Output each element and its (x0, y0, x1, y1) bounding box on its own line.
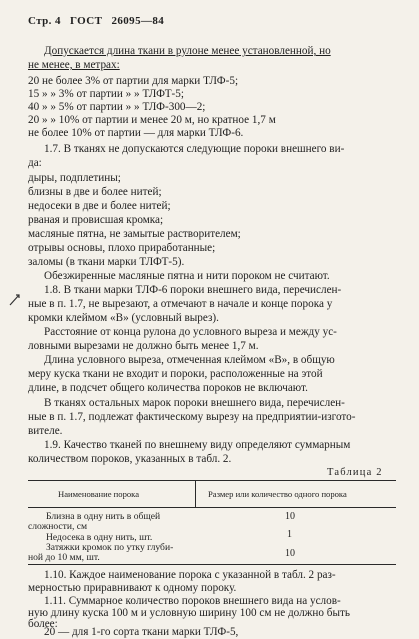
table-row-name: ной до 10 мм, шт. (28, 552, 100, 563)
text-line: Расстояние от конца рулона до условного выреза и между ус- (44, 326, 337, 338)
text-line: рваная и провисшая кромка; (28, 214, 164, 226)
text-line: дыры, подплетины; (28, 172, 121, 184)
text-line: 20 не более 3% от партии для марки ТЛФ-5; (28, 75, 239, 87)
page-number: Стр. 4 (28, 15, 61, 27)
text-line: 1.8. В ткани марки ТЛФ-6 пороки внешнего вида, перечислен- (44, 284, 342, 296)
text-line: Допускается длина ткани в рулоне менее установленной, но (44, 45, 331, 57)
text-line: 1.11. Суммарное количество пороков внешнего вида на услов- (44, 595, 341, 607)
text-line: ловными вырезами не должно быть менее 1,7 м. (28, 340, 259, 352)
text-line: ные в п. 1.7, не вырезают, а отмечают в начале и конце порока у (28, 298, 333, 310)
table-row-name: сложности, см (28, 521, 88, 532)
table-column-divider (195, 480, 196, 507)
table-row-name: Недосека в одну нить, шт. (46, 532, 153, 543)
text-line: 1.7. В тканях не допускаются следующие пороки внешнего ви- (44, 143, 345, 155)
text-line: мерностью приравнивают к одному пороку. (28, 582, 237, 594)
text-line: ные в п. 1.7, подлежат фактическому вырезу на предприятии-изгото- (28, 411, 356, 423)
text-line: меру куска ткани не входит и пороки, расположенные на этой (28, 368, 323, 380)
text-line: длине, в подсчет общего количества пороков не включают. (28, 382, 308, 394)
table-col1-header: Наименование порока (58, 489, 140, 499)
text-line: кромки клеймом «В» (условный вырез). (28, 312, 219, 324)
text-line: 20 — для 1-го сорта ткани марки ТЛФ-5, (44, 626, 239, 638)
text-line: заломы (в ткани марки ТЛФТ-5). (28, 256, 185, 268)
text-line: 1.9. Качество тканей по внешнему виду определяют суммарным (44, 439, 351, 451)
text-line: 20 » » 10% от партии и менее 20 м, но кратное 1,7 м (28, 114, 276, 126)
text-line: Длина условного выреза, отмеченная клеймом «В», в общую (44, 354, 335, 366)
text-line: не менее, в метрах: (28, 59, 120, 71)
text-line: масляные пятна, не замытые растворителем; (28, 228, 241, 240)
table-title: Таблица 2 (327, 467, 383, 478)
text-line: 15 » » 3% от партии » » ТЛФТ-5; (28, 88, 184, 100)
table-row-value: 10 (285, 511, 295, 522)
text-line: не более 10% от партии — для марки ТЛФ-6. (28, 127, 244, 139)
text-line: ную длину куска 100 м и условную ширину 100 см не должно быть (28, 607, 350, 619)
margin-mark-icon (7, 292, 23, 308)
table-top-rule (28, 480, 396, 481)
table-row-value: 10 (285, 548, 295, 559)
table-row-name: Близна в одну нить в общей (46, 511, 161, 522)
table-header-rule (28, 507, 396, 508)
page-header (28, 15, 170, 27)
table-col2-header: Размер или количество одного порока (208, 489, 347, 499)
text-line: да: (28, 157, 42, 169)
text-line: отрывы основы, плохо приработанные; (28, 242, 216, 254)
text-line: недосеки в две и более нитей; (28, 200, 171, 212)
table-row-value: 1 (287, 529, 292, 540)
text-line: количеством пороков, указанных в табл. 2. (28, 453, 232, 465)
gost-label: ГОСТ (70, 15, 103, 27)
text-line: более: (28, 618, 58, 630)
text-line: близны в две и более нитей; (28, 186, 162, 198)
text-line: В тканях остальных марок пороки внешнего вида, перечислен- (44, 397, 345, 409)
gost-number: 26095—84 (111, 15, 165, 27)
text-line: 40 » » 5% от партии » » ТЛФ-300—2; (28, 101, 206, 113)
text-line: Обезжиренные масляные пятна и нити пороком не считают. (44, 270, 330, 282)
table-row-name: Затяжки кромок по утку глуби- (46, 542, 174, 553)
text-line: вителе. (28, 425, 63, 437)
table-bottom-rule (28, 564, 396, 565)
text-line: 1.10. Каждое наименование порока с указанной в табл. 2 раз- (44, 569, 336, 581)
